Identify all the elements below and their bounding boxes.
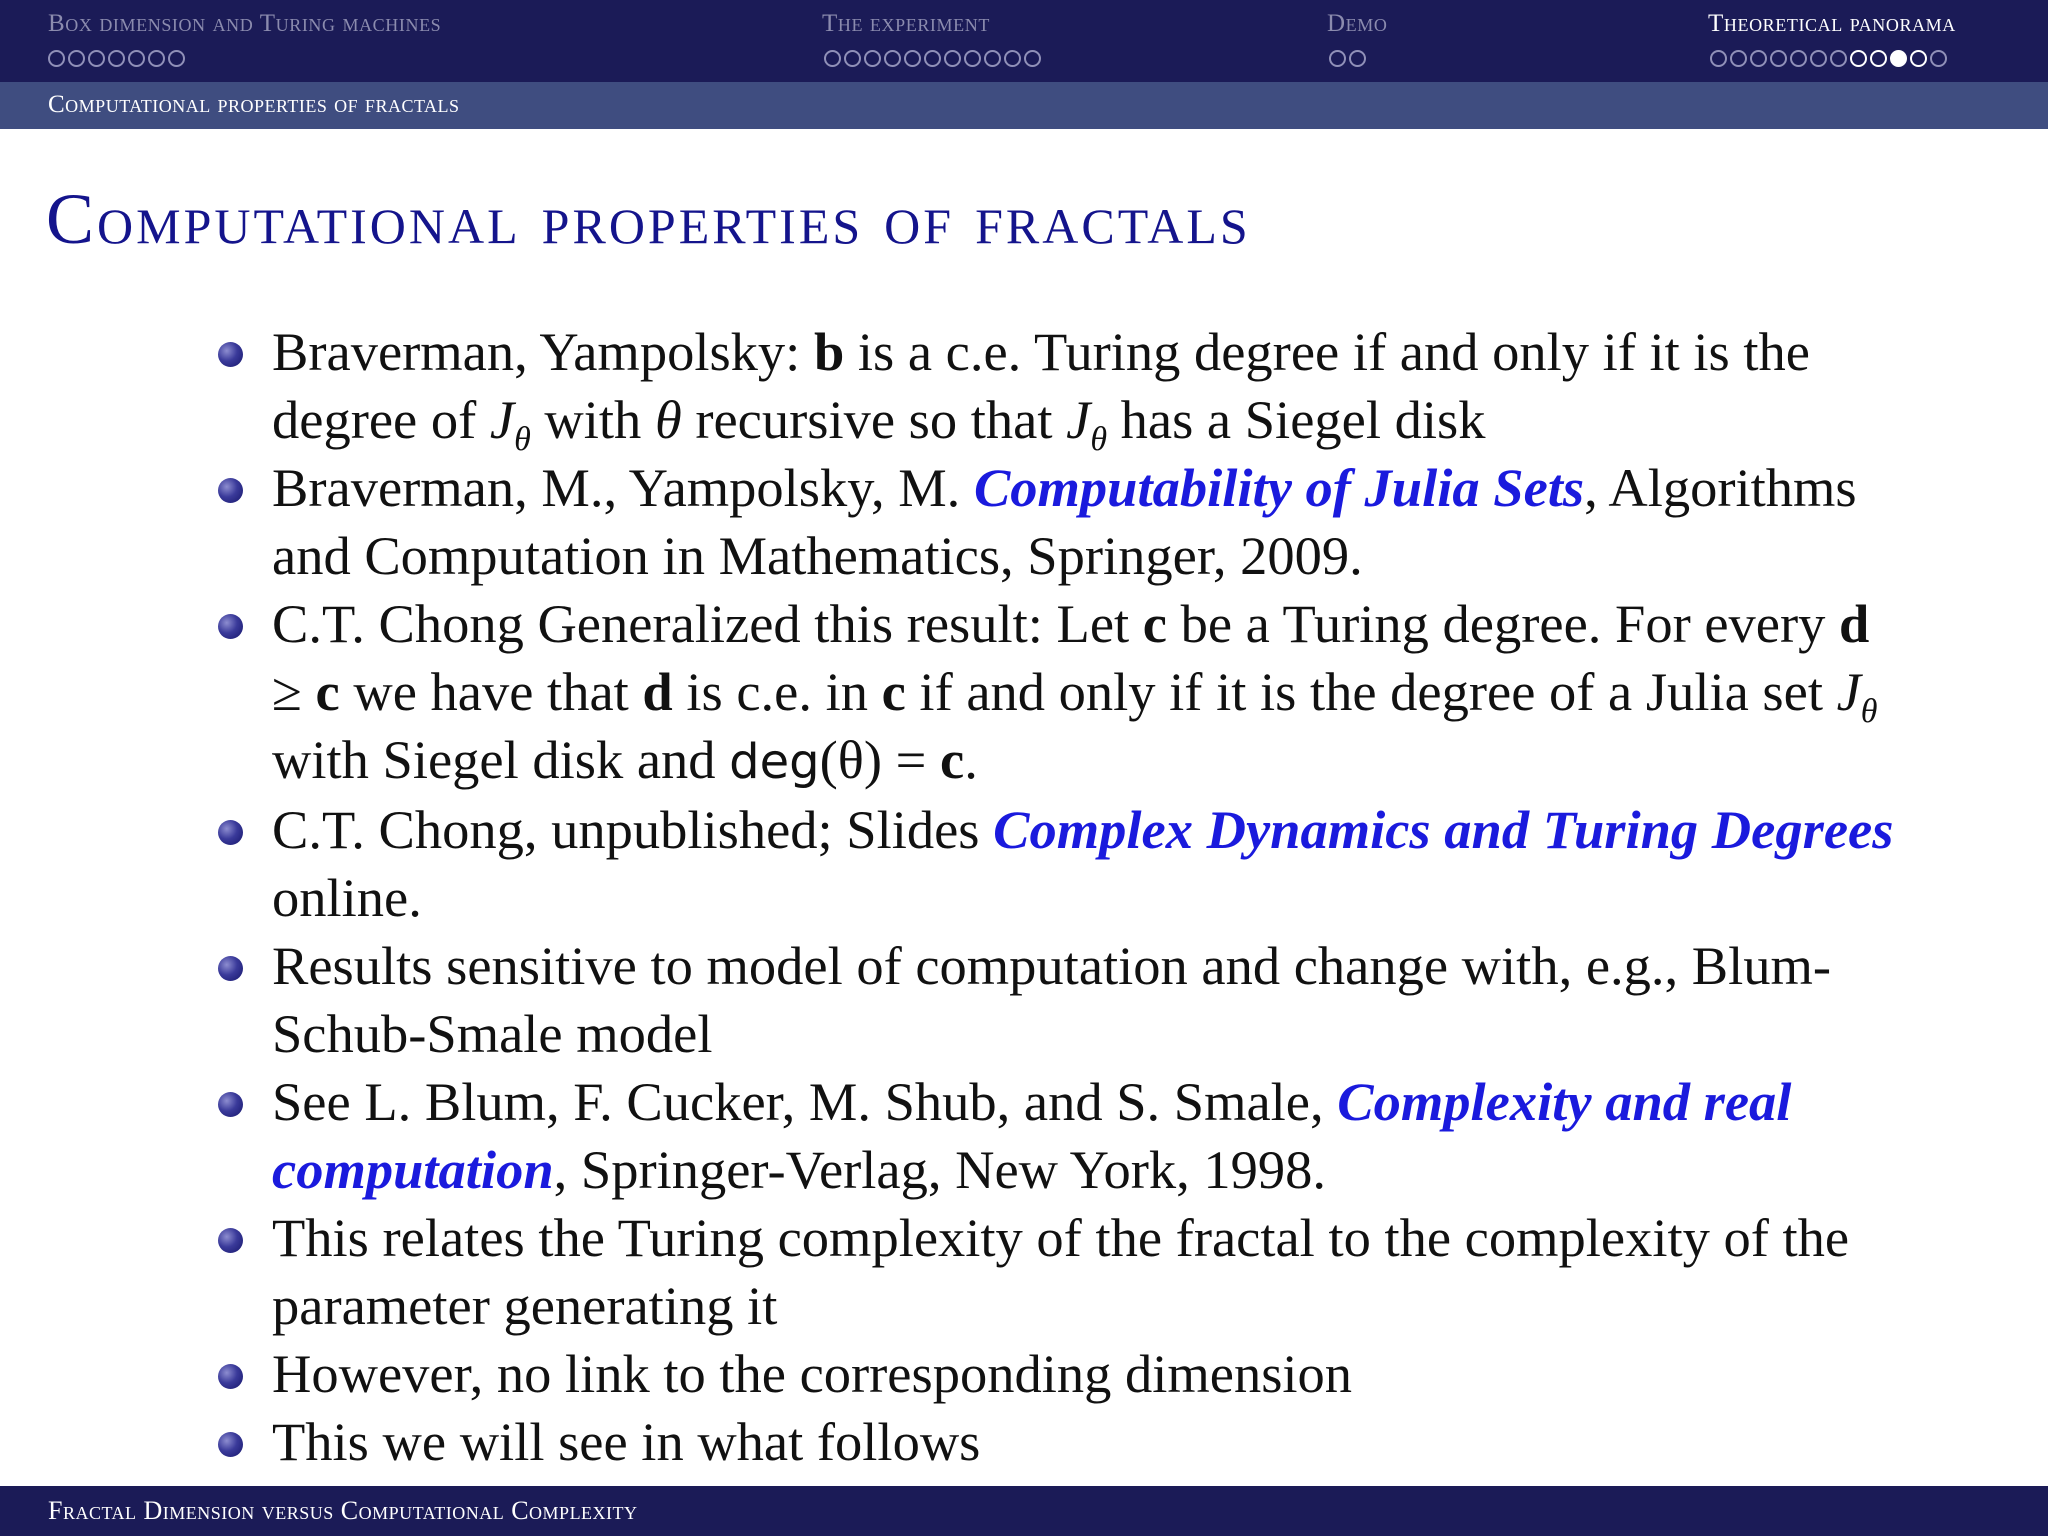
item-text: , Springer-Verlag, New York, 1998. (553, 1139, 1327, 1200)
item-text: Braverman, Yampolsky: (272, 321, 814, 382)
nav-dots-section-4 (1710, 50, 1950, 72)
nav-frame-dot[interactable] (108, 50, 125, 67)
nav-frame-dot[interactable] (924, 50, 941, 67)
item-text: Results sensitive to model of computation and change with, e.g., Blum-Schub-Smale model (272, 935, 1832, 1064)
list-item (272, 318, 1912, 458)
bullet-icon (218, 1092, 243, 1117)
subsection-bar (0, 82, 2048, 129)
nav-frame-dot[interactable] (964, 50, 981, 67)
footer-bar (0, 1486, 2048, 1536)
section-navigation-bar (0, 0, 2048, 82)
list-item (272, 1204, 1912, 1340)
math-operator: deg (729, 734, 820, 790)
subsection-title[interactable]: Computational properties of fractals (48, 91, 460, 118)
nav-frame-dot[interactable] (1004, 50, 1021, 67)
item-text: online. (272, 867, 422, 928)
item-text: See L. Blum, F. Cucker, M. Shub, and S. Smale, (272, 1071, 1338, 1132)
item-text: we have that (339, 661, 643, 722)
frame-title: Computational properties of fractals (46, 179, 1251, 259)
list-item (272, 454, 1912, 590)
nav-dots-section-3 (1329, 50, 1369, 72)
nav-frame-dot[interactable] (1870, 50, 1887, 67)
list-item (272, 932, 1912, 1068)
nav-dots-section-2 (824, 50, 1044, 72)
item-text: This we will see in what follows (272, 1411, 981, 1472)
math-bold: c (881, 661, 906, 722)
reference-link[interactable]: Computability of Julia Sets (973, 457, 1585, 518)
nav-section-theoretical-panorama[interactable]: Theoretical panorama (1708, 10, 1956, 37)
nav-frame-dot[interactable] (1024, 50, 1041, 67)
math-symbol: θ (654, 389, 682, 450)
math-bold: c (940, 729, 965, 790)
nav-frame-dot[interactable] (168, 50, 185, 67)
math-bold: d (642, 661, 673, 722)
item-text: Braverman, M., Yampolsky, M. (272, 457, 974, 518)
nav-frame-dot[interactable] (48, 50, 65, 67)
item-text: However, no link to the corresponding dimension (272, 1343, 1353, 1404)
nav-section-demo[interactable]: Demo (1327, 10, 1388, 37)
item-text: recursive so that (681, 389, 1067, 450)
item-text: if and only if it is the degree of a Julia set (905, 661, 1837, 722)
bullet-icon (218, 820, 243, 845)
item-text: This relates the Turing complexity of the fractal to the complexity of the parameter generating it (272, 1207, 1850, 1336)
nav-frame-dot[interactable] (68, 50, 85, 67)
bullet-icon (218, 1432, 243, 1457)
nav-frame-dot[interactable] (148, 50, 165, 67)
nav-frame-dot[interactable] (884, 50, 901, 67)
nav-frame-dot[interactable] (88, 50, 105, 67)
math-subscript: θ (514, 420, 531, 458)
math-symbol: J (1066, 389, 1091, 450)
bullet-icon (218, 956, 243, 981)
item-text: is c.e. in (672, 661, 882, 722)
nav-frame-dot[interactable] (904, 50, 921, 67)
nav-frame-dot[interactable] (984, 50, 1001, 67)
nav-frame-dot[interactable] (1710, 50, 1727, 67)
nav-dots-section-1 (48, 50, 188, 72)
nav-frame-dot[interactable] (1830, 50, 1847, 67)
bullet-icon (218, 342, 243, 367)
nav-frame-dot[interactable] (1329, 50, 1346, 67)
nav-section-box-dimension[interactable]: Box dimension and Turing machines (48, 10, 442, 37)
nav-frame-dot[interactable] (1890, 50, 1907, 67)
bullet-icon (218, 1364, 243, 1389)
bullet-icon (218, 478, 243, 503)
nav-frame-dot[interactable] (864, 50, 881, 67)
math-bold: d (1839, 593, 1870, 654)
bullet-list (272, 318, 1912, 1476)
math-bold: b (813, 321, 845, 382)
math-bold: c (315, 661, 340, 722)
nav-frame-dot[interactable] (1750, 50, 1767, 67)
list-item (272, 1340, 1912, 1408)
nav-section-experiment[interactable]: The experiment (822, 10, 990, 37)
nav-frame-dot[interactable] (1730, 50, 1747, 67)
nav-frame-dot[interactable] (824, 50, 841, 67)
item-text: , Algorithms and Computation in Mathematics, Springer, 2009. (272, 457, 1857, 586)
math-subscript: θ (1860, 692, 1878, 730)
math-symbol: J (489, 389, 515, 450)
list-item (272, 590, 1912, 796)
nav-frame-dot[interactable] (1349, 50, 1366, 67)
nav-frame-dot[interactable] (944, 50, 961, 67)
item-text: with (530, 389, 655, 450)
reference-link[interactable]: Complex Dynamics and Turing Degrees (993, 799, 1894, 860)
item-text: with Siegel disk and (272, 729, 730, 790)
item-text: be a Turing degree. For every (1166, 593, 1840, 654)
list-item (272, 1408, 1912, 1476)
presentation-title: Fractal Dimension versus Computational Complexity (48, 1496, 638, 1525)
nav-frame-dot[interactable] (844, 50, 861, 67)
bullet-icon (218, 614, 243, 639)
nav-frame-dot[interactable] (1770, 50, 1787, 67)
math-bold: c (1142, 593, 1167, 654)
math-symbol: (θ) = (819, 729, 941, 790)
nav-frame-dot[interactable] (1850, 50, 1867, 67)
item-text: C.T. Chong, unpublished; Slides (272, 799, 994, 860)
list-item (272, 1068, 1912, 1204)
item-text: . (964, 729, 978, 790)
list-item (272, 796, 1912, 932)
nav-frame-dot[interactable] (1810, 50, 1827, 67)
item-text: is a c.e. Turing degree if and only if it is the degree of (272, 321, 1810, 450)
nav-frame-dot[interactable] (128, 50, 145, 67)
reference-link[interactable]: Complexity and real computation (272, 1071, 1792, 1200)
math-symbol: J (1836, 661, 1861, 722)
bullet-icon (218, 1228, 243, 1253)
nav-frame-dot[interactable] (1790, 50, 1807, 67)
nav-frame-dot[interactable] (1910, 50, 1927, 67)
item-text: C.T. Chong Generalized this result: Let (272, 593, 1143, 654)
nav-frame-dot[interactable] (1930, 50, 1947, 67)
math-subscript: θ (1090, 420, 1108, 458)
math-symbol: ≥ (272, 661, 316, 722)
item-text: has a Siegel disk (1107, 389, 1486, 450)
